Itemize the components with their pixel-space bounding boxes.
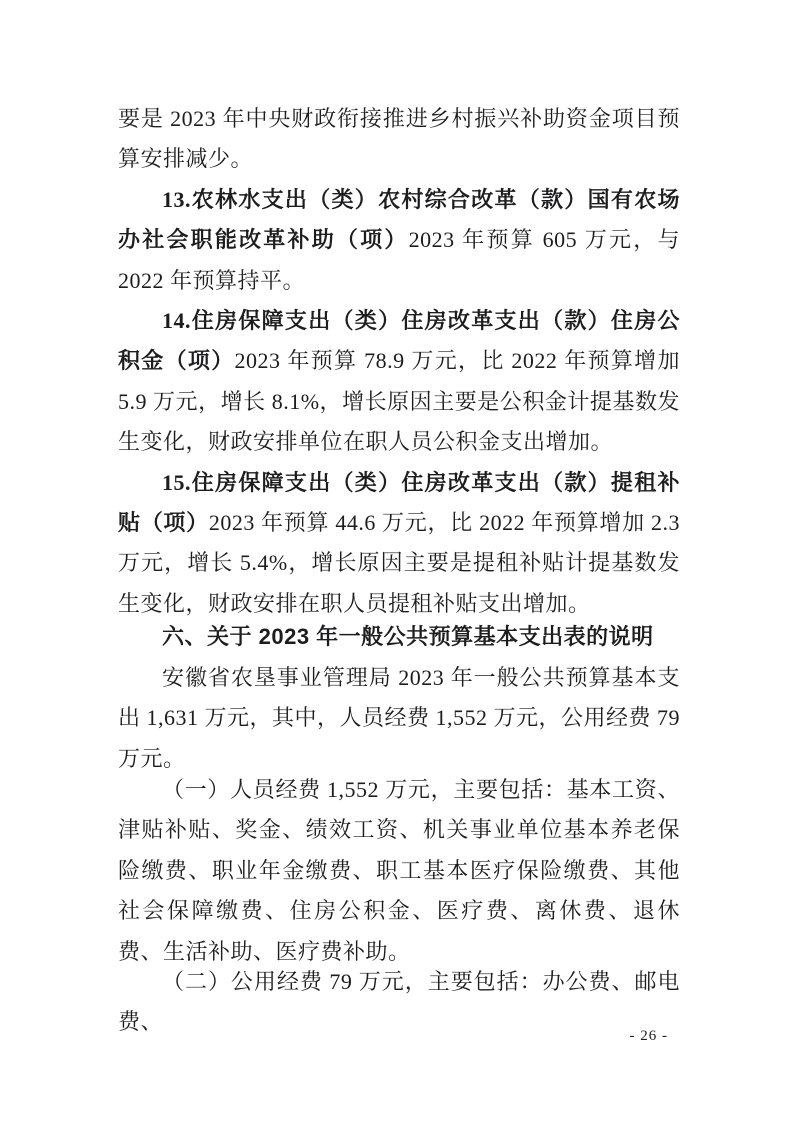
paragraph-personnel-expense: [118, 770, 680, 972]
paragraph-text: 安徽省农垦事业管理局 2023 年一般公共预算基本支出 1,631 万元，其中，人员经费 1,552 万元，公用经费 79 万元。: [118, 664, 681, 771]
section-heading: [118, 617, 680, 657]
paragraph-text: 2023 年预算 605 万元，与 2022 年预算持平。: [118, 227, 680, 293]
paragraph-bold-lead: 15.住房保障支出（类）住房改革支出（款）提租补贴（项）: [118, 469, 680, 536]
document-body: [118, 99, 680, 1043]
page-number-label: - 26 -: [629, 1028, 668, 1044]
paragraph-bold-lead: 13.农林水支出（类）农村综合改革（款）国有农场办社会职能改革补助（项）: [118, 186, 680, 253]
paragraph-item-14: [118, 301, 680, 463]
paragraph-item-15: [118, 463, 680, 625]
paragraph-summary: [118, 658, 680, 779]
paragraph-bold-lead: 14.住房保障支出（类）住房改革支出（款）住房公积金（项）: [118, 308, 680, 374]
section-heading-text: 六、关于 2023 年一般公共预算基本支出表的说明: [162, 624, 654, 650]
paragraph-item-13: [118, 180, 680, 301]
paragraph-text: 2023 年预算 78.9 万元，比 2022 年预算增加 5.9 万元，增长 8.1%，增长原因主要是公积金计提基数发生变化，财政安排单位在职人员公积金支出增加。: [118, 348, 680, 455]
page-number: [630, 1026, 669, 1046]
paragraph-text: （二）公用经费 79 万元，主要包括：办公费、邮电费、: [118, 968, 680, 1035]
paragraph-public-expense: [118, 962, 680, 1043]
paragraph-text: （一）人员经费 1,552 万元，主要包括：基本工资、津贴补贴、奖金、绩效工资、机关事业单位基本养老保险缴费、职业年金缴费、职工基本医疗保险缴费、其他社会保障缴费、住房公积金、医疗费、离休费、退休费、生活补助、医疗费补助。: [118, 776, 680, 964]
paragraph-continuation: [118, 99, 680, 180]
paragraph-text: 2023 年预算 44.6 万元，比 2022 年预算增加 2.3 万元，增长 5.4%，增长原因主要是提租补贴计提基数发生变化，财政安排在职人员提租补贴支出增加。: [118, 510, 680, 616]
paragraph-text: 要是 2023 年中央财政衔接推进乡村振兴补助资金项目预算安排减少。: [118, 106, 680, 172]
